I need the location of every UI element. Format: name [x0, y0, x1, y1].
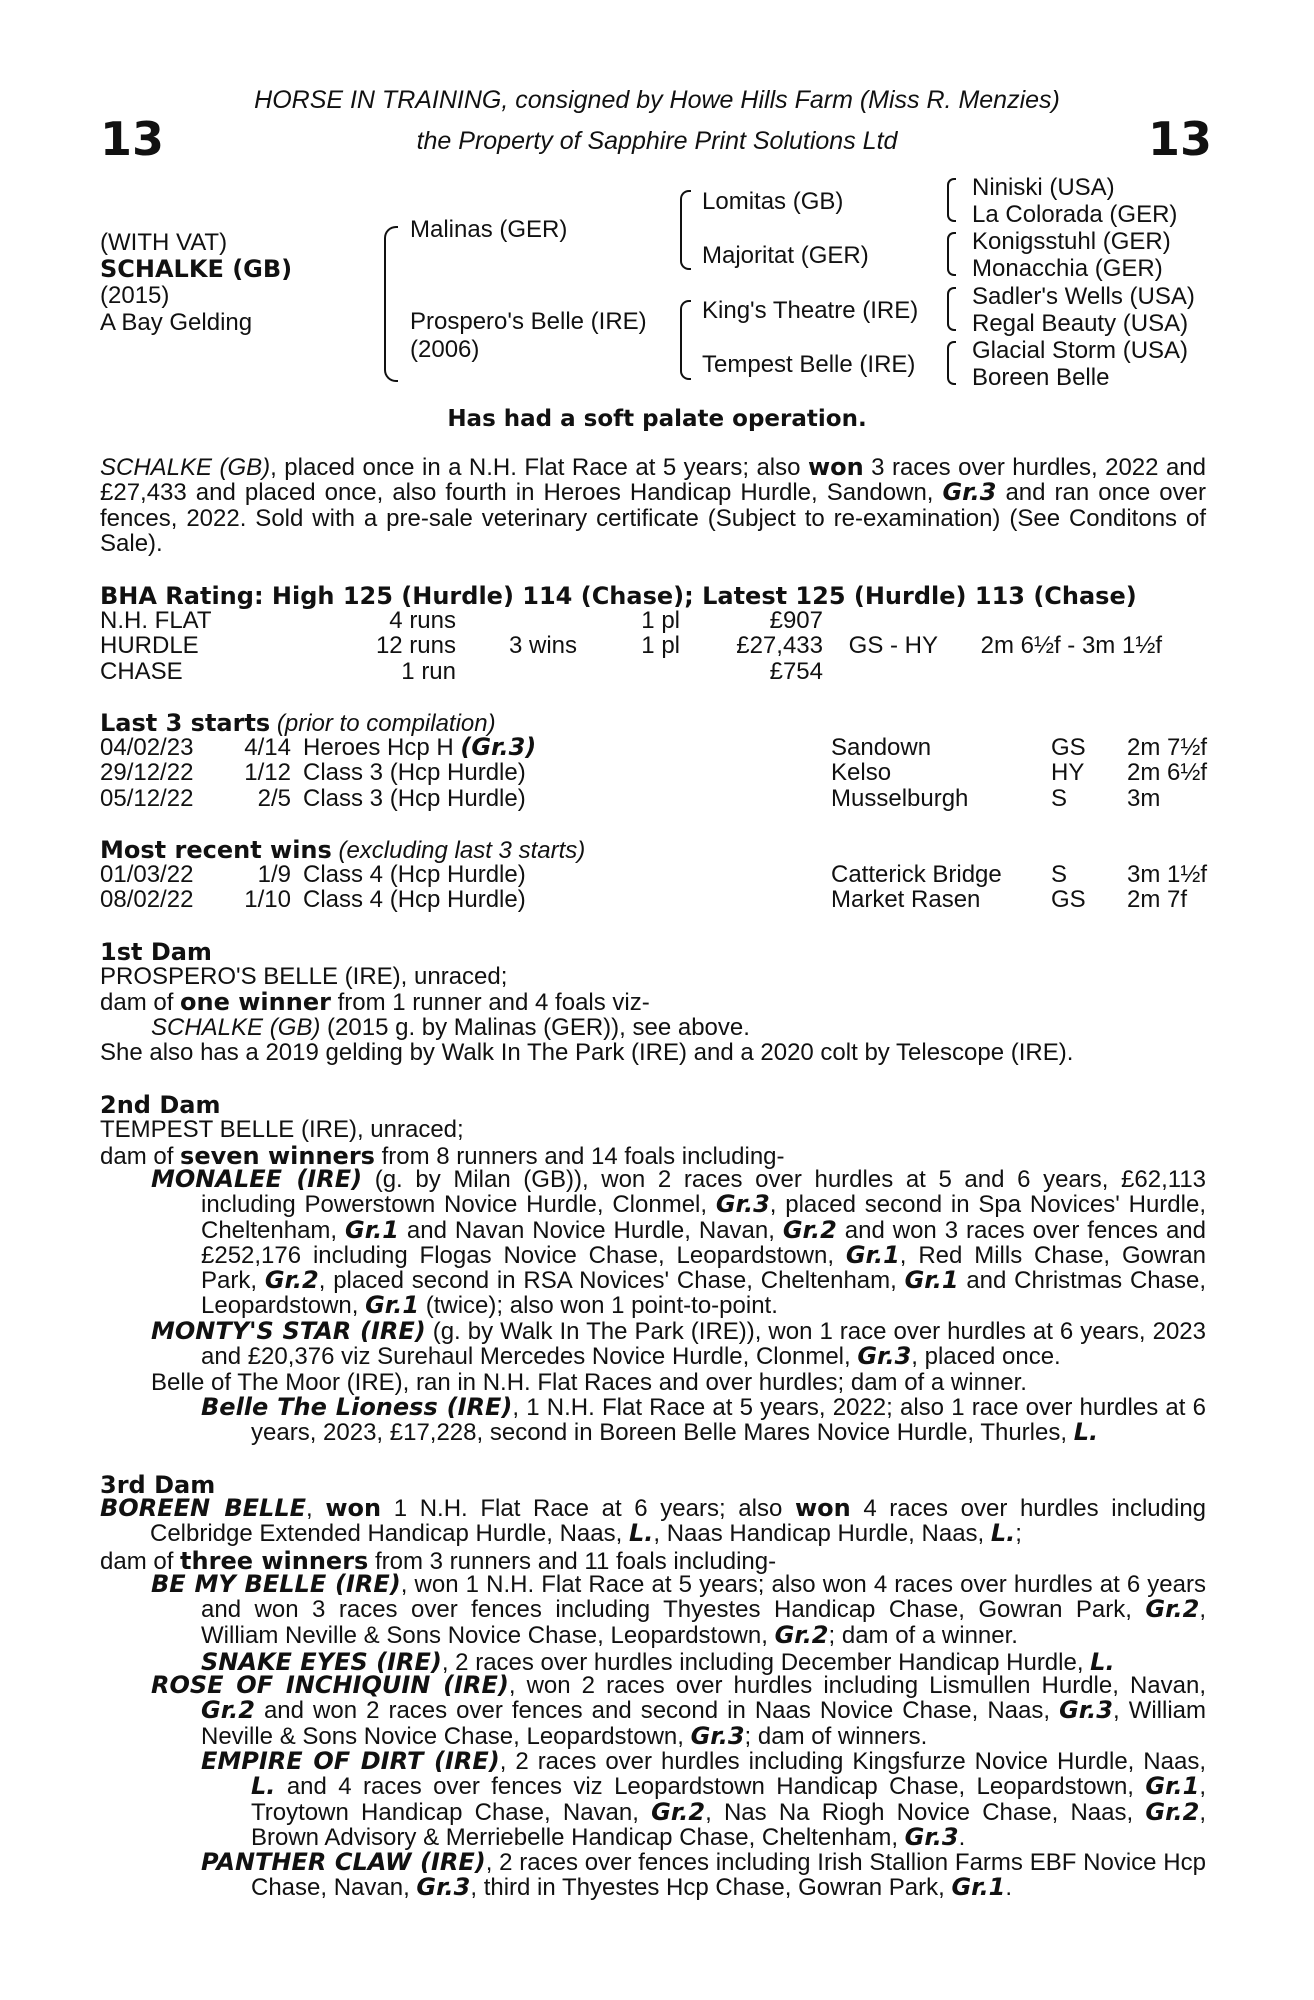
last3-row-date: 05/12/22	[100, 784, 194, 812]
record-row-dist: 2m 6½f - 3m 1½f	[980, 632, 1162, 660]
wins-row-course: Catterick Bridge	[831, 861, 1002, 888]
last3-row	[100, 786, 1227, 811]
wins-row-dist: 2m 7f	[1127, 886, 1188, 914]
summary-grade: Gr.3	[942, 478, 997, 507]
pedigree-brace-parents	[384, 226, 398, 382]
dam2-lioness: Belle The Lioness (IRE), 1 N.H. Flat Race at 5 years, 2022; also 1 race over hurdles at 6 years, 2023, £17,228, second in Boreen Belle Mares Novice Hurdle, Thurles, L.	[201, 1393, 1206, 1447]
dam3-bemy: BE MY BELLE (IRE), won 1 N.H. Flat Race at 5 years; also won 4 races over hurdles at 6 years and won 3 races over fences including Thyestes Handicap Chase, Gowran Park, Gr.2, William Neville & Sons Novice Chase, Leopardstown, Gr.2; dam of a winner.	[151, 1570, 1206, 1649]
pedigree-ggp-6: Regal Beauty (USA)	[972, 310, 1189, 337]
wins-row-date: 08/02/22	[100, 886, 194, 914]
dam3-line2: dam of three winners from 3 runners and 11 foals including-	[100, 1547, 777, 1575]
dam2-line1: TEMPEST BELLE (IRE), unraced;	[100, 1116, 464, 1143]
dam3-boreen: BOREEN BELLE, won 1 N.H. Flat Race at 6 years; also won 4 races over hurdles including Celbridge Extended Handicap Hurdle, Naas, L., Naas Handicap Hurdle, Naas, L.;	[100, 1494, 1207, 1548]
last3-row-course: Kelso	[831, 759, 892, 787]
summary-text: , placed once in a N.H. Flat Race at 5 years; also	[270, 454, 808, 481]
bha-rating: BHA Rating: High 125 (Hurdle) 114 (Chase); Latest 125 (Hurdle) 113 (Chase)	[100, 582, 1137, 610]
horse-year: (2015)	[100, 282, 170, 309]
summary-won: won	[807, 453, 864, 481]
summary-text: and ran once over fences, 2022. Sold with a pre-sale veterinary certificate (Subject to re-examination) (See Conditons of Sale).	[100, 479, 1206, 557]
last3-row-dist: 2m 6½f	[1127, 759, 1208, 787]
wins-row	[100, 862, 1227, 887]
wins-row-pos: 1/10	[244, 886, 291, 914]
pedigree-ggp-1: Niniski (USA)	[972, 174, 1115, 201]
last3-row	[100, 760, 1227, 785]
last3-row-dist: 2m 7½f	[1127, 734, 1208, 761]
pedigree-grandsire-1: Lomitas (GB)	[702, 188, 844, 215]
race-record-table-grid	[100, 608, 1162, 684]
record-row-dist	[938, 659, 1162, 684]
record-row-type: N.H. FLAT	[100, 607, 212, 634]
last3-row-pos: 4/14	[244, 734, 291, 761]
pedigree-brace-dam	[680, 300, 691, 380]
dam1-line4: She also has a 2019 gelding by Walk In The Park (IRE) and a 2020 colt by Telescope (IRE).	[100, 1039, 1074, 1066]
last3-row-race: Class 3 (Hcp Hurdle)	[303, 759, 526, 787]
last3-row-course: Sandown	[831, 734, 932, 761]
wins-row-course: Market Rasen	[831, 886, 981, 914]
pedigree-ggp-2: La Colorada (GER)	[972, 201, 1178, 228]
wins-row-date: 01/03/22	[100, 861, 194, 888]
lot-number-left: 13	[100, 112, 165, 166]
last3-row-course: Musselburgh	[831, 784, 969, 812]
vat-note: (WITH VAT)	[100, 229, 228, 256]
dam3-rose: ROSE OF INCHIQUIN (IRE), won 2 races over hurdles including Lismullen Hurdle, Navan, Gr.2 and won 2 races over fences and second in Naas Novice Chase, Naas, Gr.3, William Neville & Sons Novice Chase, Leopardstown, Gr.3; dam of winners.	[151, 1671, 1207, 1750]
dam3-panther: PANTHER CLAW (IRE), 2 races over fences including Irish Stallion Farms EBF Novice Hcp Chase, Navan, Gr.3, third in Thyestes Hcp Chase, Gowran Park, Gr.1.	[201, 1848, 1206, 1902]
record-row-going	[823, 608, 938, 633]
dam1-line3: SCHALKE (GB) (2015 g. by Malinas (GER)), see above.	[151, 1014, 750, 1041]
record-row-type: HURDLE	[100, 632, 199, 660]
last3-row-pos: 2/5	[257, 784, 291, 812]
last3-row-dist: 3m	[1127, 784, 1161, 812]
pedigree-dam-year: (2006)	[410, 336, 480, 363]
last3-row-date: 29/12/22	[100, 759, 194, 787]
record-row-runs: 1 run	[401, 657, 456, 685]
dam2-monty: MONTY'S STAR (IRE) (g. by Walk In The Park (IRE)), won 1 race over hurdles at 6 years, 2023 and £20,376 viz Surehaul Mercedes Novice Hurdle, Clonmel, Gr.3, placed once.	[151, 1317, 1206, 1371]
dam1-line2: dam of one winner from 1 runner and 4 foals viz-	[100, 988, 650, 1016]
last3-note: (prior to compilation)	[276, 710, 496, 737]
summary-text: 3 races over hurdles, 2022 and £27,433 and placed once, also fourth in Heroes Handicap Hurdle, Sandown,	[100, 454, 1207, 507]
lot-number-right: 13	[1148, 112, 1213, 166]
last3-table-grid	[100, 735, 1227, 811]
wins-row-race: Class 4 (Hcp Hurdle)	[303, 861, 526, 888]
record-row-runs: 4 runs	[389, 607, 456, 634]
record-row-dist	[938, 608, 1162, 633]
dam2-title: 2nd Dam	[100, 1091, 221, 1119]
record-row-type: CHASE	[100, 657, 183, 685]
record-row-going: GS - HY	[848, 632, 938, 660]
record-row-prize: £27,433	[736, 632, 823, 660]
last3-row-going: GS	[1051, 734, 1086, 761]
summary-paragraph	[100, 455, 1206, 556]
pedigree-brace-g1	[947, 178, 956, 222]
pedigree-brace-g3	[947, 287, 956, 331]
last3-title: Last 3 starts	[100, 709, 271, 737]
pedigree-brace-sire	[680, 190, 691, 270]
header-consignor: HORSE IN TRAINING, consigned by Howe Hills Farm (Miss R. Menzies)	[254, 86, 1060, 114]
dam3-snake: SNAKE EYES (IRE), 2 races over hurdles including December Handicap Hurdle, L.	[201, 1648, 1115, 1676]
pedigree-dam: Prospero's Belle (IRE)	[410, 308, 647, 335]
dam2-moor: Belle of The Moor (IRE), ran in N.H. Flat Races and over hurdles; dam of a winner.	[151, 1369, 1027, 1396]
wins-note: (excluding last 3 starts)	[338, 837, 586, 864]
pedigree-grandsire-2: King's Theatre (IRE)	[702, 297, 919, 324]
last3-row-date: 04/02/23	[100, 734, 194, 761]
pedigree-brace-g2	[947, 232, 956, 276]
horse-name: SCHALKE (GB)	[100, 255, 293, 283]
header-property: the Property of Sapphire Print Solutions Ltd	[416, 127, 898, 155]
record-row-wins	[456, 659, 577, 684]
wins-row-race: Class 4 (Hcp Hurdle)	[303, 886, 526, 914]
last3-row-going: S	[1051, 784, 1068, 812]
pedigree-brace-g4	[947, 341, 956, 385]
record-row	[100, 659, 1162, 684]
pedigree-granddam-2: Tempest Belle (IRE)	[702, 351, 916, 378]
pedigree-ggp-7: Glacial Storm (USA)	[972, 337, 1189, 364]
record-row-wins	[456, 608, 577, 633]
record-row-going	[823, 659, 938, 684]
dam1-line1: PROSPERO'S BELLE (IRE), unraced;	[100, 963, 508, 990]
dam1-title: 1st Dam	[100, 938, 212, 966]
dam3-empire: EMPIRE OF DIRT (IRE), 2 races over hurdles including Kingsfurze Novice Hurdle, Naas, L. and 4 races over fences viz Leopardstown Handicap Chase, Leopardstown, Gr.1, Troytown Handicap Chase, Navan, Gr.2, Nas Na Riogh Novice Chase, Naas, Gr.2, Brown Advisory & Merriebelle Handicap Chase, Cheltenham, Gr.3.	[201, 1747, 1206, 1851]
last3-row-going: HY	[1051, 759, 1085, 787]
summary-horse-name: SCHALKE (GB)	[100, 454, 271, 481]
pedigree-sire: Malinas (GER)	[410, 216, 568, 243]
recent-wins-table-grid	[100, 862, 1227, 913]
record-row-prize: £907	[769, 607, 823, 634]
last3-row-race: Class 3 (Hcp Hurdle)	[303, 784, 526, 812]
wins-row-going: S	[1051, 861, 1068, 888]
pedigree-ggp-5: Sadler's Wells (USA)	[972, 283, 1195, 310]
pedigree-ggp-8: Boreen Belle	[972, 364, 1110, 391]
record-row-placed: 1 pl	[641, 632, 680, 660]
record-row-wins: 3 wins	[508, 632, 577, 660]
wins-row-dist: 3m 1½f	[1127, 861, 1208, 888]
dam2-monalee: MONALEE (IRE) (g. by Milan (GB)), won 2 races over hurdles at 5 and 6 years, £62,113 including Powerstown Novice Hurdle, Clonmel, Gr.3, placed second in Spa Novices' Hurdle, Cheltenham, Gr.1 and Navan Novice Hurdle, Navan, Gr.2 and won 3 races over fences and £252,176 including Flogas Novice Chase, Leopardstown, Gr.1, Red Mills Chase, Gowran Park, Gr.2, placed second in RSA Novices' Chase, Cheltenham, Gr.1 and Christmas Chase, Leopardstown, Gr.1 (twice); also won 1 point-to-point.	[151, 1165, 1207, 1320]
wins-row-going: GS	[1051, 886, 1086, 914]
operation-notice: Has had a soft palate operation.	[447, 406, 867, 432]
last3-row-pos: 1/12	[244, 759, 291, 787]
dam2-line2: dam of seven winners from 8 runners and 14 foals including-	[100, 1142, 785, 1170]
pedigree-granddam-1: Majoritat (GER)	[702, 242, 869, 269]
wins-row	[100, 887, 1227, 912]
record-row	[100, 608, 1162, 633]
pedigree-ggp-3: Konigsstuhl (GER)	[972, 228, 1171, 255]
record-row	[100, 633, 1162, 658]
last3-row	[100, 735, 1227, 760]
record-row-runs: 12 runs	[375, 632, 456, 660]
pedigree-ggp-4: Monacchia (GER)	[972, 255, 1163, 282]
record-row-prize: £754	[769, 657, 823, 685]
record-row-placed: 1 pl	[641, 607, 680, 634]
wins-row-pos: 1/9	[257, 861, 291, 888]
wins-title: Most recent wins	[100, 836, 332, 864]
dam3-title: 3rd Dam	[100, 1471, 216, 1499]
horse-description: A Bay Gelding	[100, 309, 253, 336]
last3-row-race: Heroes Hcp H (Gr.3)	[303, 733, 537, 761]
record-row-placed	[577, 659, 680, 684]
